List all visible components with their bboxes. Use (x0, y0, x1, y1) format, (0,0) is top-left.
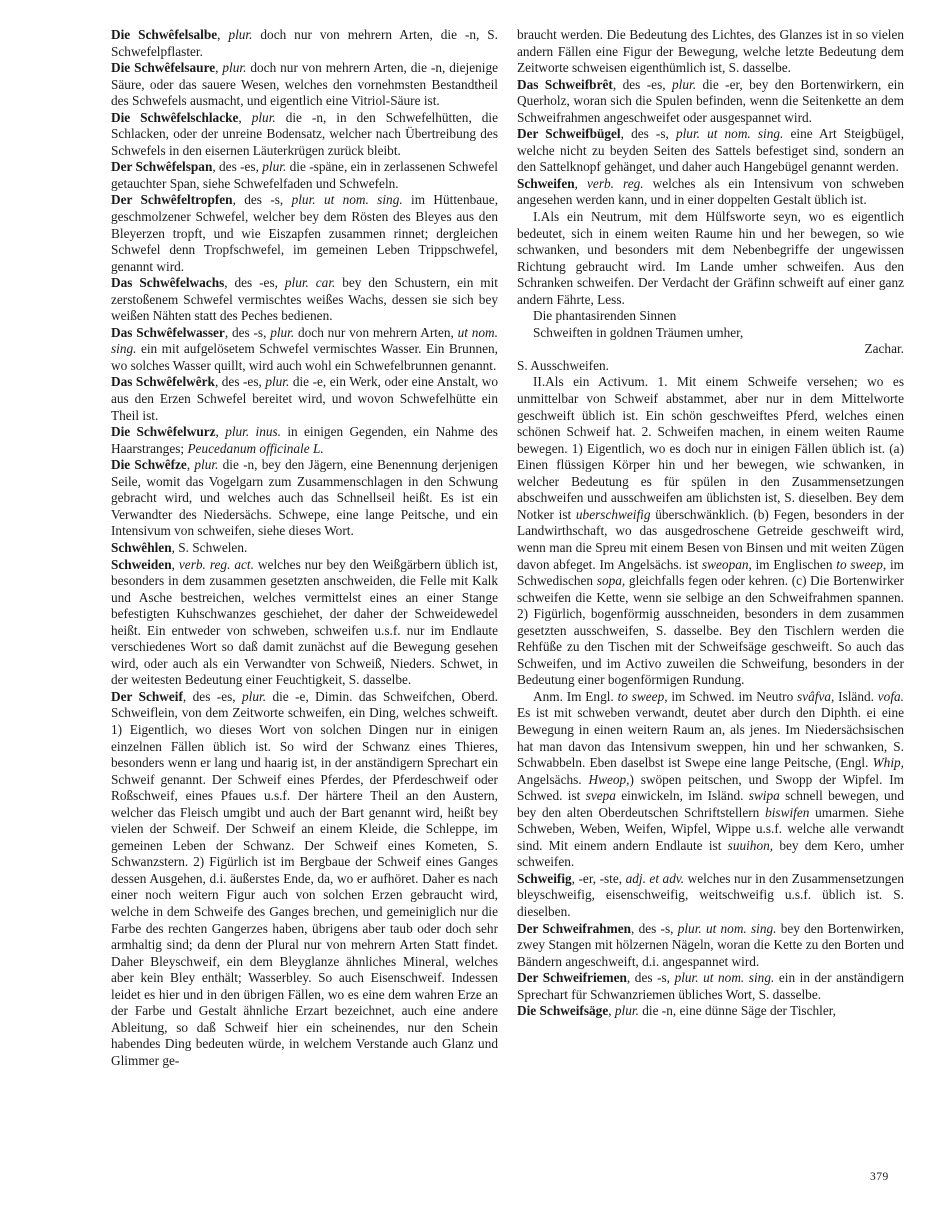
dictionary-entry (517, 374, 904, 688)
headword: Die Schwêfelsalbe (111, 27, 218, 42)
entry-text: , (238, 109, 252, 125)
italic-text: plur. (194, 457, 219, 473)
entry-text: , (217, 27, 229, 42)
entry-text: , des -es, (612, 76, 673, 92)
italic-text: plur. (222, 60, 247, 76)
entry-text: , des -s, (232, 192, 292, 208)
entry-text: umarmen. Siehe Schweben, Weben, Weifen, Wipfel, Wippe u.s.f. welche alle verwandt sind. Mit einem andern Endlaute ist (517, 804, 904, 853)
dictionary-entry (111, 540, 498, 557)
entry-text: die -n, eine dünne Säge der Tischler, (638, 1003, 836, 1019)
headword: Die Schwêfelsaure (111, 60, 216, 76)
italic-text: plur. ut nom. sing. (677, 920, 777, 936)
entry-text: , -er, -ste, (571, 870, 626, 886)
dictionary-entry (111, 457, 498, 540)
italic-text: plur. car. (284, 275, 336, 291)
entry-text: , des -es, (224, 275, 285, 291)
entry-text: Angelsächs. (517, 771, 589, 787)
italic-text: plur. (242, 688, 267, 704)
entry-text: ein mit aufgelösetem Schwefel vermischtes Wasser. Ein Brunnen, wo solches Wasser quillt, wird auch wohl ein Schwefelbrunnen genannt. (111, 341, 498, 373)
italic-text: Hweop, (588, 771, 630, 787)
headword: Schweiden (111, 556, 172, 572)
entry-text: , (574, 175, 588, 191)
italic-text: suuihon, (727, 837, 774, 853)
entry-text: , S. Schwelen. (171, 539, 248, 555)
italic-text: svâfva, (797, 688, 835, 704)
entry-text: , des -s, (224, 324, 271, 340)
entry-text: bey den Bortenwirken, zwey Stangen mit hölzernen Nägeln, woran die Kette zu den Borten und Bändern angeschweift, d.i. angespannet wird. (517, 920, 905, 969)
entry-text: , des -s, (631, 920, 678, 936)
left-column (111, 27, 498, 1069)
entry-text: braucht werden. Die Bedeutung des Lichtes, des Glanzes ist in so vielen andern Fällen eine Figur der Bewegung, welche letzte Bedeutung dem Zeitworte schweisen eigenthümlich ist, S. dasselbe. (517, 27, 904, 76)
dictionary-entry (111, 325, 498, 375)
headword: Der Schweifbügel (517, 126, 621, 142)
italic-text: to sweep, (617, 688, 668, 704)
entry-text: die -er, bey den Bortenwirkern, ein Querholz, woran sich die Spulen befinden, wenn die Seitenkette an dem Schweifrahmen angeschweifet oder ausgespannet wird. (517, 76, 904, 125)
entry-text: die -e, ein Werk, oder eine Anstalt, wo aus den Erzen Schwefel bereitet wird, und wovon Schwefelhütte ein Theil ist. (111, 374, 498, 423)
headword: Der Schwêfelspan (111, 159, 213, 175)
entry-text: bey dem Kero, umher schweifen. (517, 837, 905, 870)
entry-text: , (215, 60, 223, 76)
dictionary-entry (517, 27, 904, 77)
headword: Der Schwêfeltropfen (111, 192, 233, 208)
entry-text: ) swöpen peitschen, und Swopp der Wipfel. Im Schwed. ist (517, 771, 905, 804)
headword: Das Schwêfelwachs (111, 275, 225, 291)
italic-text: Whip, (872, 755, 904, 771)
entry-text: überschwänklich. (b) Fegen, besonders in der Landwirthschaft, wo das ausgedroschene Getreide geschweift wird, wenn man die Spreu mit einem Besen von Binsen und mit weiten Zügen davon abfeget. Im Angelsächs. ist (517, 506, 904, 572)
dictionary-entry (111, 60, 498, 110)
entry-text: , des -es, (212, 159, 263, 175)
entry-text: , des -es, (182, 688, 243, 704)
headword: Schweifig (517, 870, 572, 886)
italic-text: plur. (262, 159, 287, 175)
entry-text: S. Ausschweifen. (517, 357, 609, 373)
italic-text: Peucedanum officinale L. (187, 440, 324, 456)
headword: Die Schwêfelschlacke (111, 109, 239, 125)
entry-text: welches als ein Intensivum von schweben angesehen werden kann, und in einer doppelten Gestalt üblich ist. (517, 175, 904, 208)
dictionary-entry (111, 275, 498, 325)
italic-text: sopa, (596, 573, 626, 589)
italic-text: plur. (251, 109, 276, 125)
dictionary-entry (517, 1003, 904, 1020)
dictionary-entry (111, 374, 498, 424)
italic-text: adj. et adv. (625, 870, 685, 886)
dictionary-entry (517, 871, 904, 921)
verse-source: Zachar. (864, 341, 904, 357)
entry-text: , des -s, (620, 126, 676, 142)
entry-text: die -n, in den Schwefelhütten, die Schlacken, oder der unreine Bodensatz, welcher nach Übertreibung des Schwefels in den eisernen Läuterkrügen zurück bleibt. (111, 109, 498, 158)
entry-text: gleichfalls fegen oder kehren. (c) Die Bortenwirker schweifen die Kette, wenn sie selbige an den Schweifrahmen spannen. 2) Figürlich, bogenförmig ausschneiden, besonders in dem zusammen gesetzten ausschweifen, S. dasselbe. Bey den Tischlern werden die Rehfüße zu den Tischen mit der Schweifsäge geschweift. So auch das Schweifen, und im Activo zuweilen die Schweifung, besonders in der Bedeutung einer bogenförmigen Rundung. (517, 573, 904, 688)
entry-text: im Hüttenbaue, geschmolzener Schwefel, welcher bey dem Rösten des Bleyes aus den Bleyerzen tropft, und wie Eiszapfen zusammen rinnet; dergleichen Schwefel denn Tropfschwefel, im gemeinen Leben Trippschwefel, genannt wird. (111, 192, 499, 274)
headword: Die Schweifsäge (517, 1003, 609, 1019)
dictionary-entry (111, 557, 498, 689)
entry-text: die -späne, ein in zerlassenen Schwefel getauchter Span, siehe Schwefelfaden und Schwefeln. (111, 159, 498, 191)
right-column (517, 27, 904, 1020)
entry-text: , des -s, (626, 970, 675, 986)
entry-text: I.Als ein Neutrum, mit dem Hülfsworte seyn, wo es eigentlich bedeutet, sich in einem weiten Raume hin und her bewegen, so wie schwanken, und besonders mit dem Nebenbegriffe der ungewissen Richtung gebraucht wird. Im Lande umher schweifen. Aus den Schranken schweifen. Der Verdacht der Gräfinn schweift auf einer ganz andern Fährte, Less. (517, 209, 904, 307)
headword: Das Schwêfelwasser (111, 324, 225, 340)
headword: Das Schwêfelwêrk (111, 374, 215, 390)
entry-text: Isländ. (834, 688, 878, 704)
headword: Die Schwêfze (111, 457, 187, 473)
entry-text: bey den Schustern, ein mit zerstoßenem Schwefel vermischtes weißes Wachs, dessen sie sich bey weißen Nähten statt des Peches bedienen. (111, 275, 498, 324)
dictionary-entry (517, 921, 904, 971)
italic-text: verb. reg. (587, 175, 644, 191)
entry-text: schnell bewegen, und bey den alten Oberdeutschen Schriftstellern (517, 788, 904, 820)
entry-text: , (608, 1003, 615, 1019)
headword: Der Schweifrahmen (517, 920, 632, 936)
entry-text: welches nur in den Zusammensetzungen bleyschweifig, eisenschweifig, weitschweifig u.s.f. üblich ist. S. dieselben. (517, 870, 904, 919)
entry-text: welches nur bey den Weißgärbern üblich ist, besonders in dem zusammen gesetzten anschweiden, die Felle mit Kalk und Asche bestreichen, welches vermittelst eines an einer Stange befestigten Kuhschwanzes geschiehet, der daher der Schweidewedel heißt. Ein entweder von schweben, schweifen u.s.f. nur im Endlaute verschiedenes Wort so daß damit zunächst auf die Bewegung gesehen wird, oder auch als ein Verwandter von Schweiß, Nieders. Schwet, in der weitesten Bedeutung einer Feuchtigkeit, S. dasselbe. (111, 556, 498, 688)
italic-text: vofa. (877, 688, 904, 704)
dictionary-entry (517, 77, 904, 127)
dictionary-entry (111, 689, 498, 1070)
page-number: 379 (870, 1171, 889, 1183)
right-column-entries-top (517, 27, 904, 308)
verse-line: Die phantasirenden Sinnen (533, 308, 677, 324)
dictionary-entry (111, 192, 498, 275)
verse-quote (517, 308, 904, 358)
dictionary-entry (517, 970, 904, 1003)
italic-text: plur. ut nom. sing. (291, 192, 403, 208)
entry-text: die -e, Dimin. das Schweifchen, Oberd. Schweiflein, von dem Zeitworte schweifen, ein Ding, welches schweift. 1) Eigentlich, wo dieses Wort von solchen Dingen nur in einigen einzelnen Fällen üblich ist. So wird der Schwanz eines Thieres, besonders wenn er lang und haarig ist, in der anständigern Sprechart ein Schweif genannt. Der Schweif eines Pferdes, der Pferdeschweif oder Roßschweif, eines Pfaues u.s.f. Der härtere Theil an den Austern, welcher das Fleisch umgibt und auch der Bart genannt wird, heißt bey vielen der Schweif. Der Schweif an einem Kleide, die Schleppe, im gemeinen Leben der Schwanz. Der Schweif eines Kometen, S. Schwanzstern. 2) Figürlich ist im Bergbaue der Schweif eines Ganges dessen Ausgehen, d.i. äußerstes Ende, da, wo er aufhöret. Daher es nach einer noch weitern Figur auch von solchen Erzen gebraucht wird, welche in dem Schweife des Ganges brechen, und gemeiniglich nur die Farbe des rechten Gangerzes haben, übrigens aber taub oder doch sehr armhaltig sind; da denn der Plural nur von mehrern Arten Statt findet. Daher Bleyschweif, ein dem Bleyglanze ähnliches Mineral, welches aber kein Bley enthält; Wasserbley. So auch Eisenschweif. Indessen leidet es hier und in den übrigen Fällen, wo es eine dem wahren Erze an der Farbe und Gestalt ähnliche Erzart bezeichnet, auch eine andere Ableitung, so daß Schweif hier ein scheinendes, nur den Schein habendes Ding bedeuten würde, in welchem Verstande auch Glanz und Glimmer ge- (111, 688, 498, 1068)
italic-text: to sweep, (836, 556, 887, 572)
italic-text: ut nom. sing. (111, 324, 498, 357)
entry-text: in einigen Gegenden, ein Nahme des Haarstranges; (111, 424, 498, 456)
italic-text: svepa (585, 788, 616, 804)
entry-text: Es ist mit schweben verwandt, deutet aber durch den Diphth. ei eine Bewegung in einen weitern Raum an, als jenes. Im Niedersächsischen hat man davon das Intensivum sweppen, hin und her schwanken, S. Schwabbeln. Eben daselbst ist Swepe eine lange Peitsche, (Engl. (517, 705, 904, 771)
entry-text: doch nur von mehrern Arten, die -n, diejenige Säure, oder das sauere Wesen, welches den vornehmsten Bestandtheil des Schwefels ausmacht, und eigentlich eine Vitriol-Säure ist. (111, 60, 498, 109)
italic-text: uberschweifig (575, 506, 651, 522)
dictionary-entry (517, 176, 904, 209)
headword: Das Schweifbrêt (517, 76, 613, 92)
entry-text: Anm. Im Engl. (533, 688, 618, 704)
headword: Die Schwêfelwurz (111, 424, 216, 440)
dictionary-entry (517, 126, 904, 176)
italic-text: plur. inus. (225, 424, 282, 440)
verse-line: Schweiften in goldnen Träumen umher, (533, 324, 744, 340)
entry-text: doch nur von mehrern Arten, die -n, S. Schwefelpflaster. (111, 27, 498, 59)
italic-text: plur. ut nom. sing. (675, 126, 784, 142)
entry-text: einwickeln, im Isländ. (615, 788, 749, 804)
dictionary-entry (111, 27, 498, 60)
headword: Der Schweif (111, 688, 183, 704)
entry-text: im Schwed. im Neutro (667, 688, 798, 704)
entry-text: , (215, 424, 226, 440)
dictionary-entry (111, 424, 498, 457)
right-column-entries-bottom (517, 358, 904, 1020)
dictionary-entry (517, 358, 904, 375)
dictionary-entry (517, 689, 904, 871)
italic-text: swipa (748, 788, 780, 804)
italic-text: sweopan, (701, 556, 752, 572)
entry-text: II.Als ein Activum. 1. Mit einem Schweife versehen; wo es unmittelbar von Schweif abstammet, aber nur in dem Mittelworte geschweift üblich ist. Ein schön geschweiftes Pferd, welches einen schönen Schweif hat. 2. Schweifen machen, in einem weiten Raume bewegen. 1) Eigentlich, wo es doch nur in einigen Fällen üblich ist. (a) Einen flüssigen Körper hin und her bewegen, wie schwanken, in welcher Bedeutung es für spülen in den Zusammensetzungen abschweifen und ausschweifen am üblichsten ist, S. dieselben. Bey dem Notker ist (517, 374, 904, 522)
entry-text: eine Art Steigbügel, welche nicht zu beyden Seiten des Sattels befestiget sind, sondern an den Sattelknopf gehänget, und daher auch Hangebügel genannt werden. (517, 126, 905, 175)
dictionary-entry (111, 159, 498, 192)
italic-text: plur. ut nom. sing. (674, 970, 775, 986)
dictionary-entry (517, 209, 904, 308)
italic-text: plur. (265, 374, 290, 390)
entry-text: doch nur von mehrern Arten, (294, 324, 458, 340)
italic-text: biswifen (765, 804, 810, 820)
entry-text: die -n, bey den Jägern, eine Benennung derjenigen Seile, womit das Vogelgarn zum Zusammenschlagen in den Schwung gebracht wird, und welches auch das Schnellseil heißt. Es ist ein Verwandter des Niedersächs. Schwepe, eine lange Peitsche, und ein Intensivum von schweifen, siehe dieses Wort. (111, 457, 498, 539)
headword: Schwêhlen (111, 539, 172, 555)
entry-text: , (186, 457, 195, 473)
italic-text: plur. (270, 324, 295, 340)
entry-text: im Schwedischen (517, 556, 904, 589)
italic-text: verb. reg. act. (178, 556, 254, 572)
headword: Der Schweifriemen (517, 970, 627, 986)
entry-text: im Englischen (751, 556, 837, 572)
headword: Schweifen (517, 175, 575, 191)
italic-text: plur. (228, 27, 253, 42)
italic-text: plur. (614, 1003, 639, 1019)
dictionary-entry (111, 110, 498, 160)
entry-text: , des -es, (214, 374, 266, 390)
italic-text: plur. (672, 76, 697, 92)
entry-text: , (171, 556, 179, 572)
entry-text: ein in der anständigern Sprechart für Schwanzriemen übliches Wort, S. dasselbe. (517, 970, 905, 1002)
